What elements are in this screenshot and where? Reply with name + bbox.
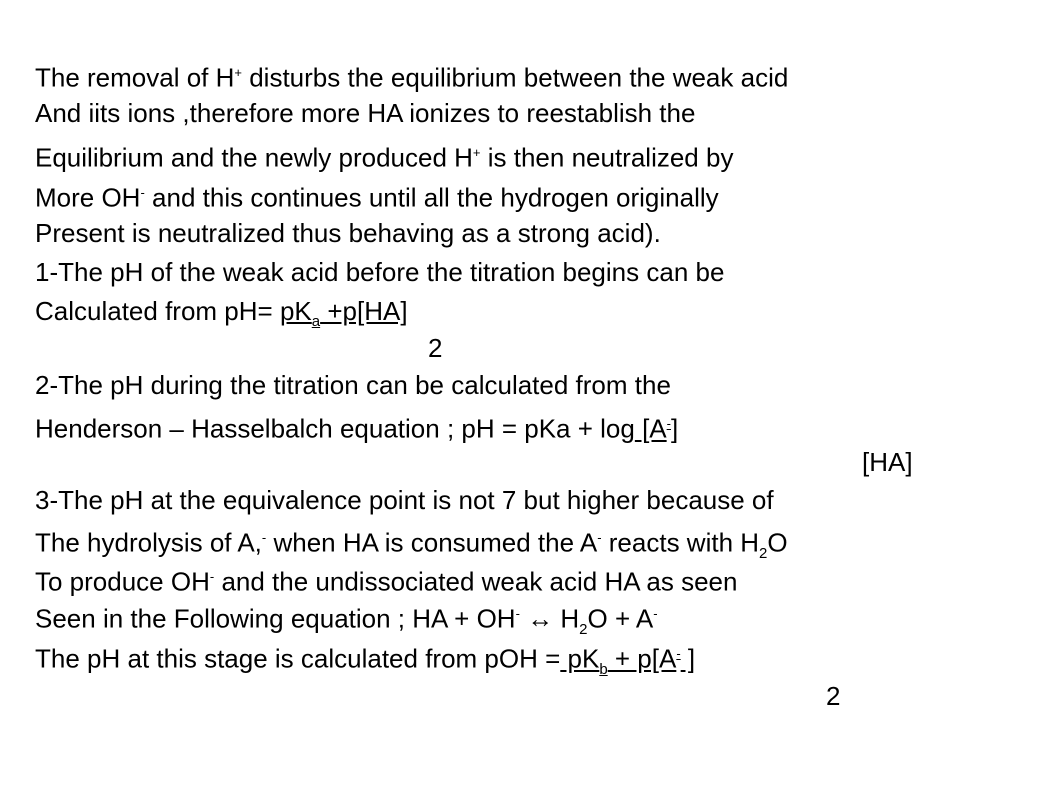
equation-line: Seen in the Following equation ; HA + OH- ↔ $H_2O + A^-$ bbox=[35, 603, 658, 638]
text-line: 2-The pH during the titration can be calculated from the bbox=[35, 370, 671, 400]
text-line: 1-The pH of the weak acid before the titration begins can be bbox=[35, 257, 725, 287]
formula-denominator: 2 bbox=[428, 333, 443, 363]
text-line: The hydrolysis of A,- when HA is consumed the A- reacts with $H_2O$ bbox=[35, 527, 788, 562]
formula-denominator: [HA] bbox=[862, 447, 913, 477]
text-line: Present is neutralized thus behaving as a strong acid). bbox=[35, 218, 661, 248]
text-line: The removal of H+ disturbs the equilibrium between the weak acid bbox=[35, 62, 789, 93]
text-line: More OH- and this continues until all the hydrogen originally bbox=[35, 182, 719, 213]
formula-line: Calculated from $pH= pK_a +p[HA]$ bbox=[35, 296, 408, 331]
text-line: Equilibrium and the newly produced H+ is then neutralized by bbox=[35, 142, 734, 173]
formula-line: Henderson – Hasselbalch equation ; pH = pKa + log [A-] bbox=[35, 413, 679, 444]
text-line: And iits ions ,therefore more HA ionizes to reestablish the bbox=[35, 98, 696, 128]
formula-line: The pH at this stage is calculated from pOH = $pK_b + p[A^-$ ] bbox=[35, 643, 696, 678]
formula-denominator: 2 bbox=[826, 681, 841, 711]
text-line: 3-The pH at the equivalence point is not 7 but higher because of bbox=[35, 485, 774, 515]
text-line: To produce OH- and the undissociated weak acid HA as seen bbox=[35, 566, 738, 597]
